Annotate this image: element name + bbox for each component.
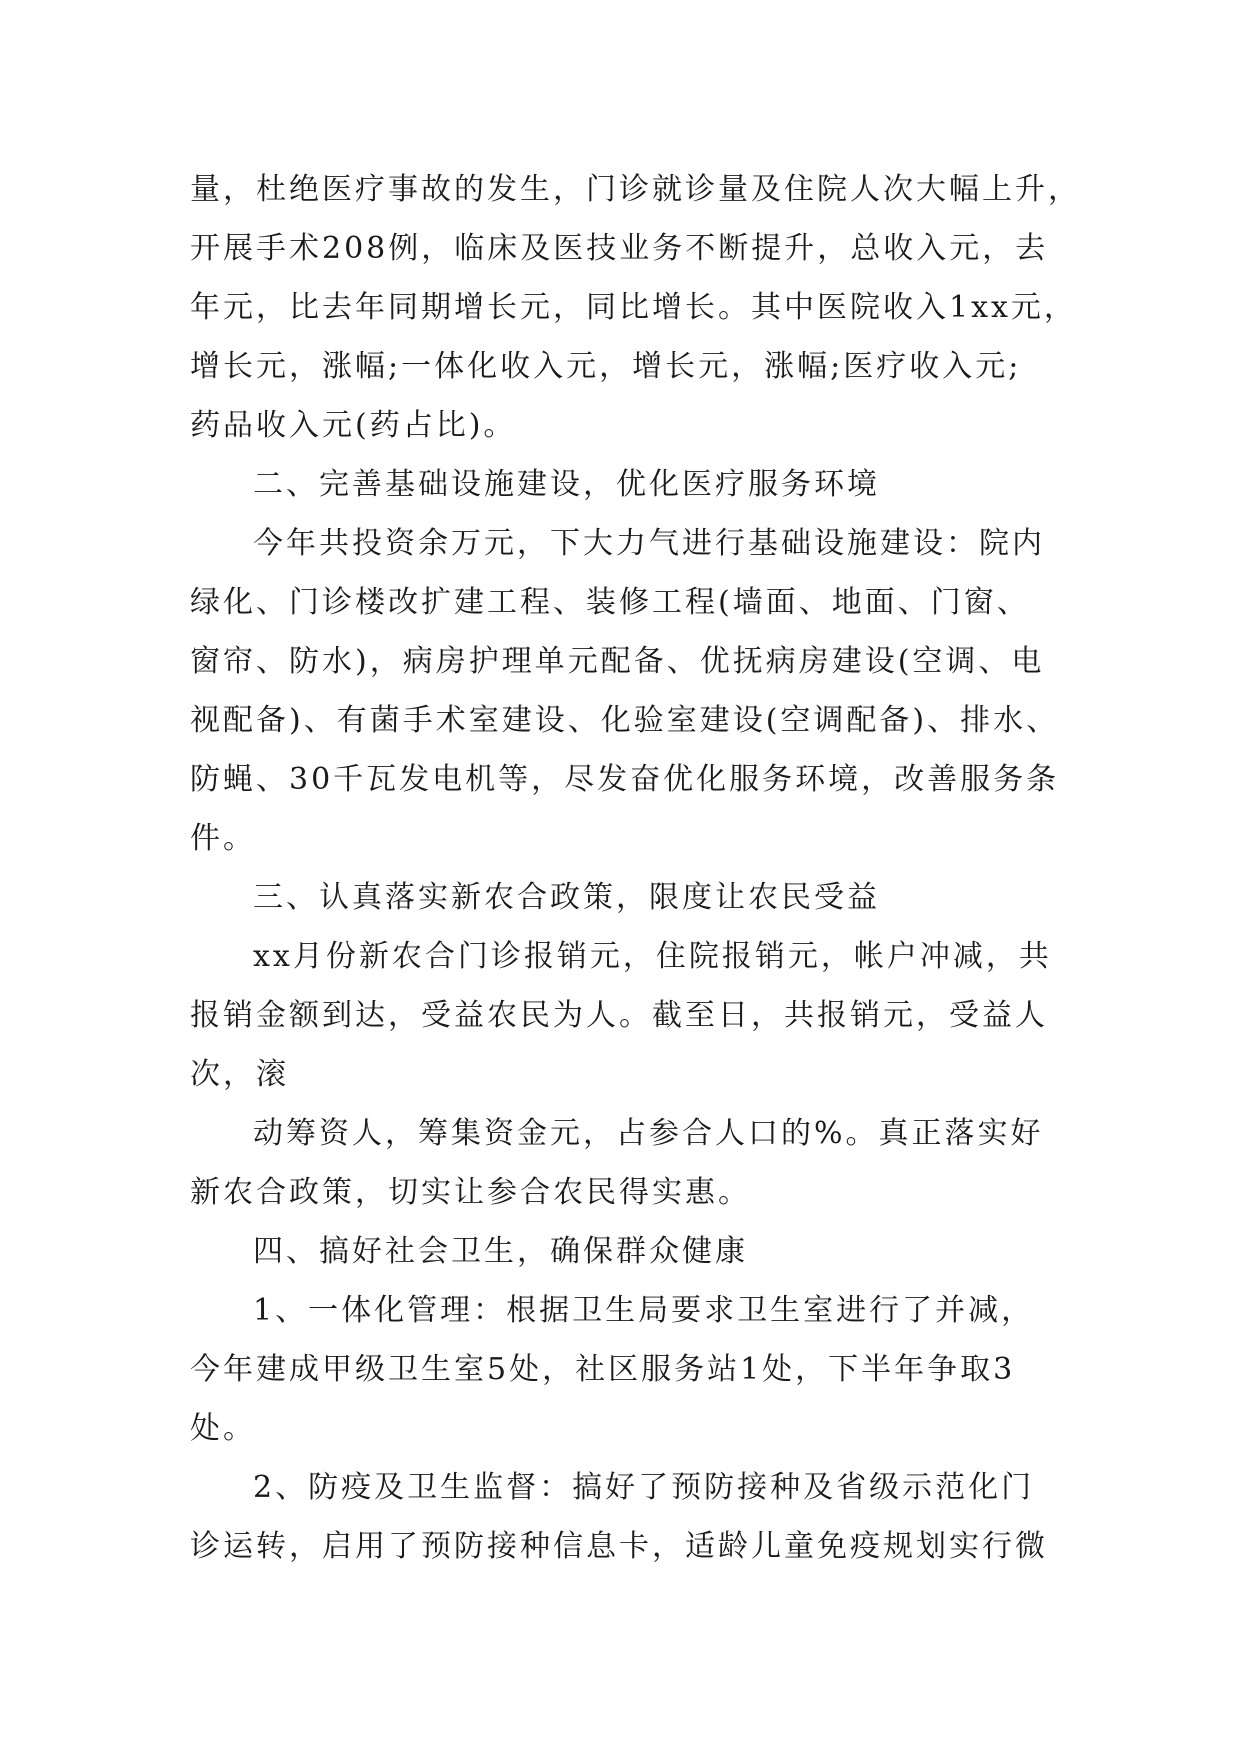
text-line: 绿化、门诊楼改扩建工程、装修工程(墙面、地面、门窗、 <box>190 585 1030 620</box>
text-line: 今年共投资余万元，下大力气进行基础设施建设：院内 <box>253 526 1045 561</box>
text-line: 1、一体化管理：根据卫生局要求卫生室进行了并减， <box>253 1293 1035 1328</box>
text-line: 开展手术208例，临床及医技业务不断提升，总收入元，去 <box>190 231 1049 266</box>
text-line: 动筹资人，筹集资金元，占参合人口的%。真正落实好 <box>253 1116 1044 1151</box>
text-line: xx月份新农合门诊报销元，住院报销元，帐户冲减，共 <box>253 939 1052 974</box>
text-line: 诊运转，启用了预防接种信息卡，适龄儿童免疫规划实行微 <box>190 1529 1048 1564</box>
text-line: 年元，比去年同期增长元，同比增长。其中医院收入1xx元， <box>190 290 1077 325</box>
text-line: 今年建成甲级卫生室5处，社区服务站1处，下半年争取3 <box>190 1352 1016 1387</box>
text-line: 次，滚 <box>190 1057 289 1092</box>
text-line: 增长元，涨幅;一体化收入元，增长元，涨幅;医疗收入元; <box>190 349 1022 384</box>
document-body <box>190 160 1081 1576</box>
text-line: 窗帘、防水)，病房护理单元配备、优抚病房建设(空调、电 <box>190 644 1045 679</box>
section-heading: 四、搞好社会卫生，确保群众健康 <box>253 1234 748 1269</box>
text-line: 视配备)、有菌手术室建设、化验室建设(空调配备)、排水、 <box>190 703 1060 738</box>
section-heading: 二、完善基础设施建设，优化医疗服务环境 <box>253 467 880 502</box>
text-line: 防蝇、30千瓦发电机等，尽发奋优化服务环境，改善服务条 <box>190 762 1060 797</box>
text-line: 量，杜绝医疗事故的发生，门诊就诊量及住院人次大幅上升， <box>190 172 1081 207</box>
text-line: 新农合政策，切实让参合农民得实惠。 <box>190 1175 751 1210</box>
text-line: 药品收入元(药占比)。 <box>190 408 517 443</box>
text-line: 2、防疫及卫生监督：搞好了预防接种及省级示范化门 <box>253 1470 1035 1505</box>
text-line: 处。 <box>190 1411 256 1446</box>
text-line: 件。 <box>190 821 256 856</box>
text-line: 报销金额到达，受益农民为人。截至日，共报销元，受益人 <box>190 998 1048 1033</box>
section-heading: 三、认真落实新农合政策，限度让农民受益 <box>253 880 880 915</box>
